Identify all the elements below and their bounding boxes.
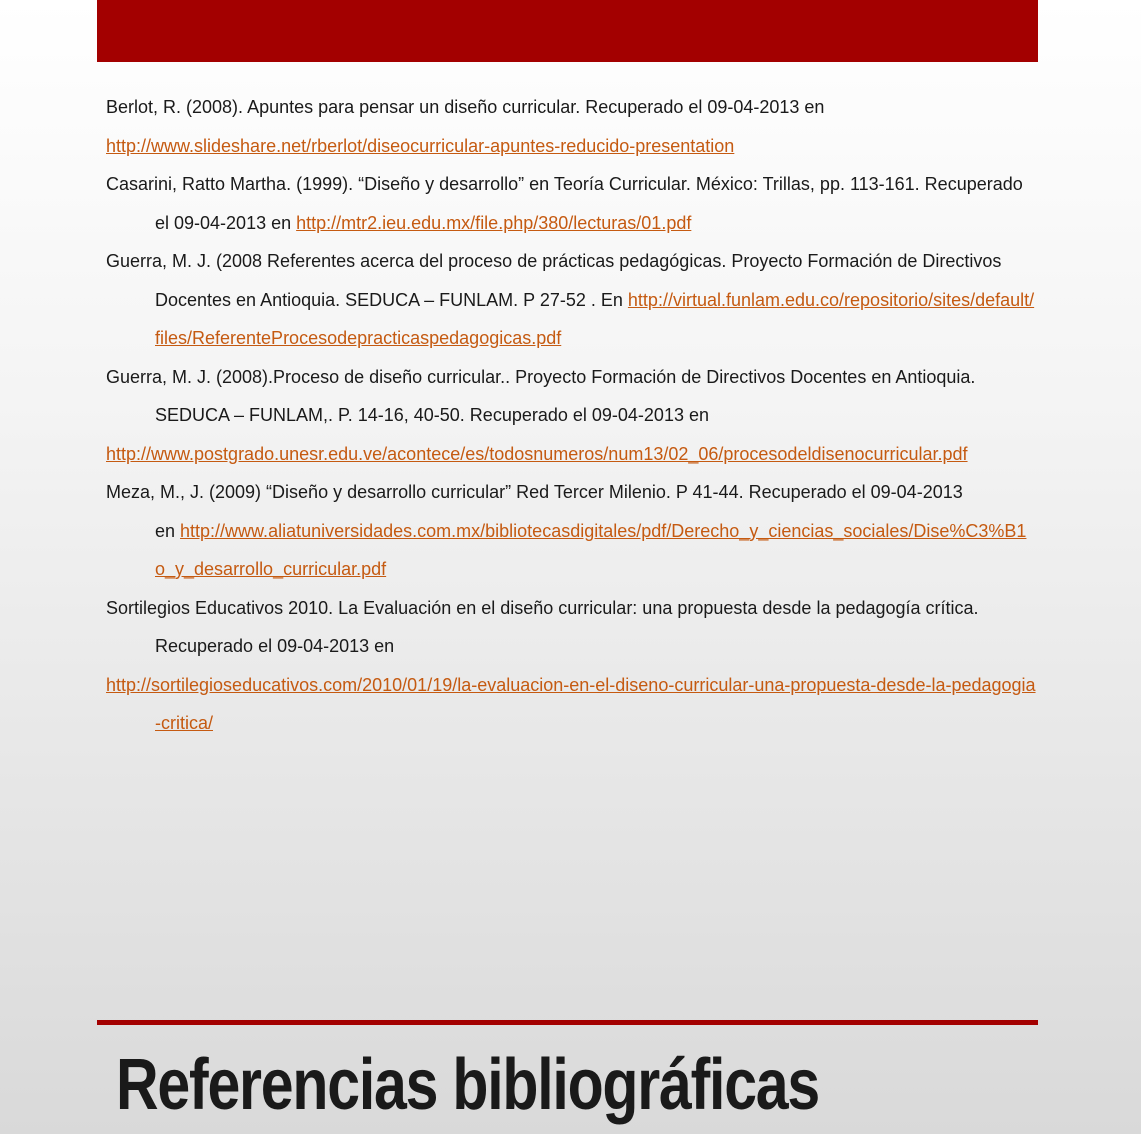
title-divider-rule [97, 1020, 1038, 1025]
reference-item-casarini [106, 165, 1036, 242]
reference-text-continuation: en [155, 520, 181, 541]
reference-link[interactable]: http://virtual.funlam.edu.co/repositorio/sites/default/files/ReferenteProcesodepracticaspedagogicas.pdf [155, 289, 1035, 348]
reference-text: Sortilegios Educativos 2010. La Evaluación en el diseño curricular: una propuesta desde la pedagogía crítica. Recuperado el 09-04-2013 en [106, 597, 979, 656]
reference-link[interactable]: http://www.slideshare.net/rberlot/diseocurricular-apuntes-reducido-presentation [106, 135, 735, 156]
page-title: Referencias bibliográficas [116, 1045, 820, 1125]
reference-text: Casarini, Ratto Martha. (1999). “Diseño y desarrollo” en Teoría Curricular. México: Trillas, pp. 113-161. Recuperado el 09-04-2013 en [106, 174, 1023, 233]
reference-list [106, 88, 1036, 743]
header-accent-band [97, 0, 1038, 62]
reference-text: Berlot, R. (2008). Apuntes para pensar un diseño curricular. Recuperado el 09-04-2013 en [106, 97, 825, 117]
reference-text: Meza, M., J. (2009) “Diseño y desarrollo curricular” Red Tercer Milenio. P 41-44. Recuperado el 09-04-2013 [106, 482, 963, 502]
reference-item-sortilegios [106, 589, 1036, 743]
reference-link[interactable]: http://mtr2.ieu.edu.mx/file.php/380/lecturas/01.pdf [296, 212, 692, 233]
reference-item-berlot [106, 88, 1036, 165]
reference-text: Guerra, M. J. (2008).Proceso de diseño curricular.. Proyecto Formación de Directivos Docentes en Antioquia. SEDUCA – FUNLAM,. P. 14-16, 40-50. Recuperado el 09-04-2013 en [106, 366, 976, 425]
reference-text: Guerra, M. J. (2008 Referentes acerca del proceso de prácticas pedagógicas. Proyecto Formación de Directivos Docentes en Antioquia. SEDUCA – FUNLAM. P 27-52 . En [106, 251, 1002, 310]
reference-item-meza [106, 473, 1036, 589]
reference-item-guerra-2008-proceso [106, 358, 1036, 474]
reference-link[interactable]: http://www.postgrado.unesr.edu.ve/acontece/es/todosnumeros/num13/02_06/procesodeldisenocurricular.pdf [106, 443, 968, 464]
reference-link[interactable]: http://www.aliatuniversidades.com.mx/bibliotecasdigitales/pdf/Derecho_y_ciencias_sociales/Dise%C3%B1o_y_desarrollo_curricular.pdf [155, 520, 1027, 579]
reference-item-guerra-2008-referentes [106, 242, 1036, 358]
reference-link[interactable]: http://sortilegioseducativos.com/2010/01/19/la-evaluacion-en-el-diseno-curricular-una-propuesta-desde-la-pedagogia-critica/ [106, 674, 1036, 733]
